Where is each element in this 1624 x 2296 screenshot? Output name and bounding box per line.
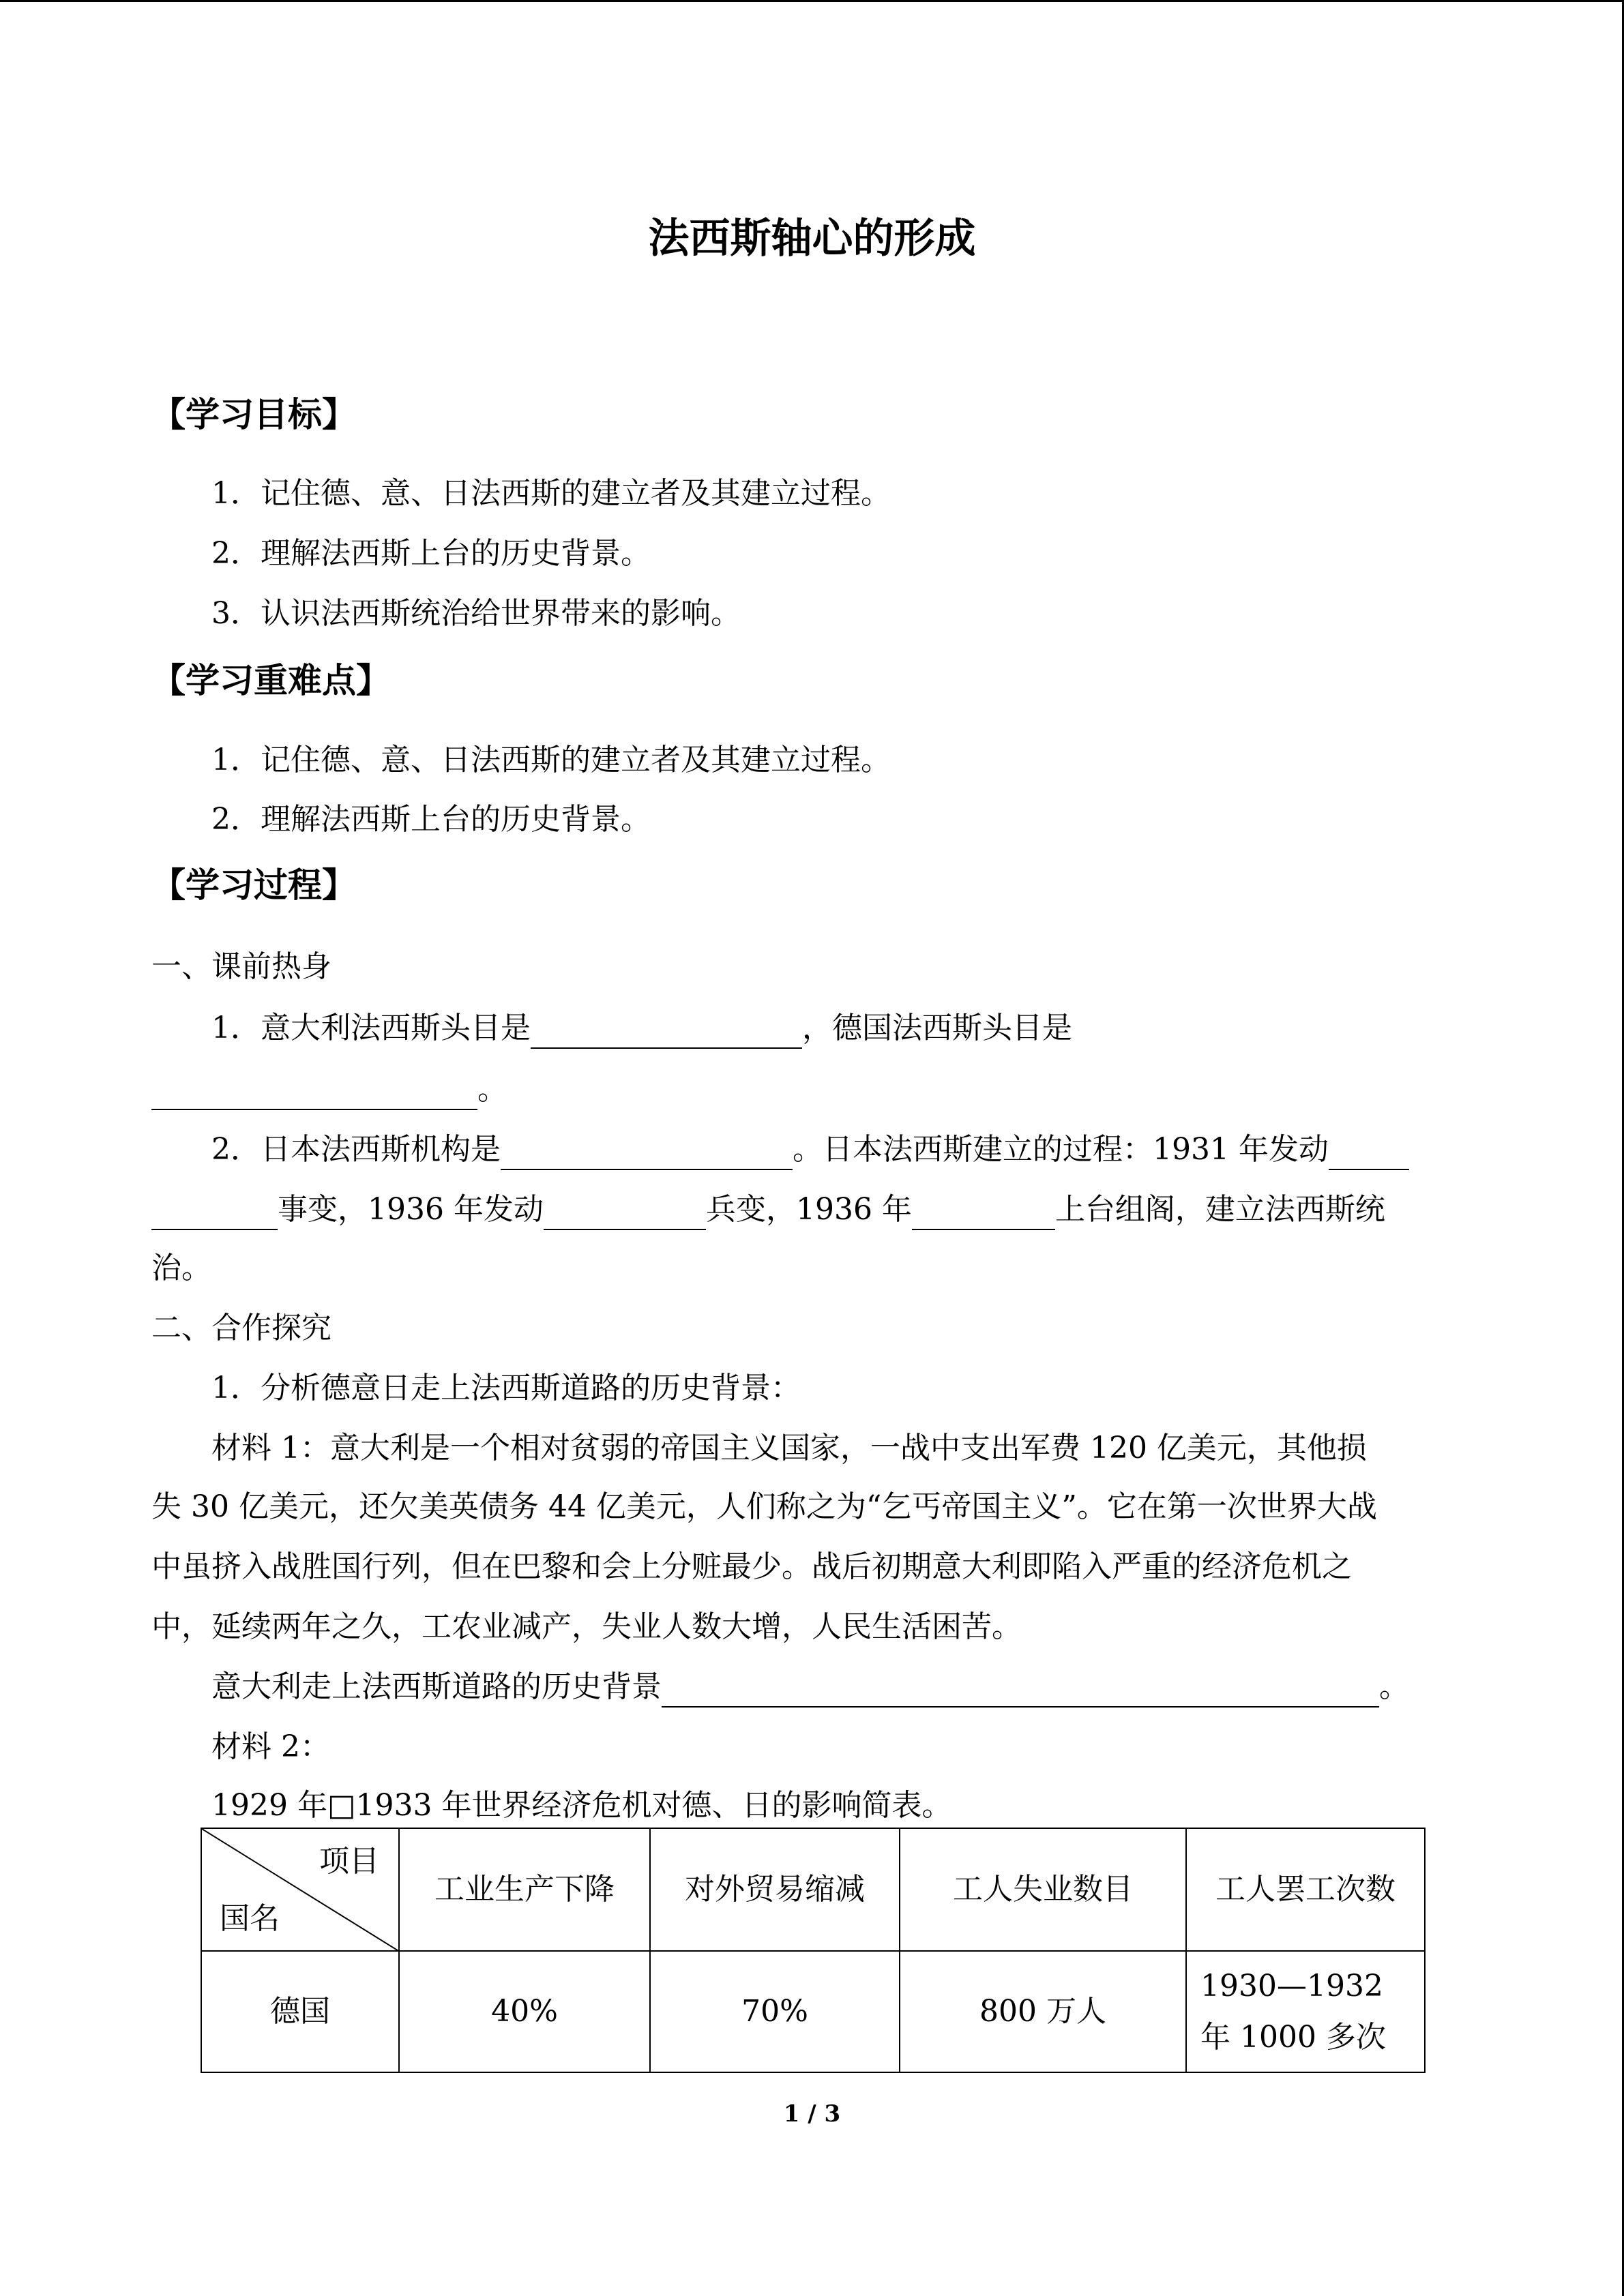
cell-strikes	[1186, 1951, 1425, 2072]
goals-heading: 【学习目标】	[151, 395, 356, 434]
answer-blank-1936-mutiny[interactable]	[544, 1196, 706, 1230]
q1-text-2: ，德国法西斯头目是	[802, 1011, 1072, 1045]
goal-item-3: 3．认识法西斯统治给世界带来的影响。	[211, 596, 741, 631]
cell-strikes-line-1: 1930—1932	[1200, 1969, 1383, 2003]
material-1-line-4: 中，延续两年之久，工农业减产，失业人数大增，人民生活困苦。	[151, 1609, 1022, 1644]
warmup-title: 一、课前热身	[151, 949, 331, 984]
cell-strikes-line-2: 年 1000 多次	[1200, 2020, 1386, 2055]
table-header-row	[201, 1828, 1425, 1951]
warmup-question-2	[211, 1129, 1409, 1170]
material-1-line-1: 材料 1：意大利是一个相对贫弱的帝国主义国家，一战中支出军费 120 亿美元，其他损	[211, 1431, 1367, 1465]
q2-text-4: 兵变，1936 年	[705, 1192, 912, 1227]
q2-text-3: 事变，1936 年发动	[278, 1192, 544, 1227]
table-corner-cell	[201, 1828, 399, 1951]
warmup-question-2-cont	[151, 1189, 1385, 1230]
cell-industry: 40%	[399, 1951, 650, 2072]
material-1-line-2: 失 30 亿美元，还欠美英债务 44 亿美元，人们称之为“乞丐帝国主义”。它在第一次世界大战	[151, 1489, 1377, 1524]
cell-trade: 70%	[650, 1951, 900, 2072]
goal-item-2: 2．理解法西斯上台的历史背景。	[211, 536, 651, 571]
cell-unemployed: 800 万人	[900, 1951, 1186, 2072]
italy-bg-label: 意大利走上法西斯道路的历史背景	[211, 1669, 662, 1704]
page-number: 1 / 3	[783, 2100, 841, 2128]
material-2-label: 材料 2：	[211, 1729, 330, 1764]
crisis-impact-table	[201, 1828, 1426, 2073]
warmup-question-2-end: 治。	[151, 1251, 211, 1285]
page-border-top	[0, 0, 1624, 2]
answer-blank-japan-org[interactable]	[501, 1136, 793, 1170]
header-unemployed: 工人失业数目	[900, 1828, 1186, 1951]
answer-blank-1936-cabinet[interactable]	[912, 1196, 1055, 1230]
italy-background-question	[211, 1667, 1409, 1708]
q2-text-5: 上台组阁，建立法西斯统	[1054, 1192, 1385, 1227]
warmup-question-1	[211, 1008, 1072, 1049]
key-point-item-2: 2．理解法西斯上台的历史背景。	[211, 802, 651, 837]
key-point-item-1: 1．记住德、意、日法西斯的建立者及其建立过程。	[211, 743, 891, 777]
inquiry-question-1: 1．分析德意日走上法西斯道路的历史背景：	[211, 1371, 801, 1405]
q2-text-1: 2．日本法西斯机构是	[211, 1132, 501, 1167]
inquiry-title: 二、合作探究	[151, 1311, 331, 1345]
process-heading: 【学习过程】	[151, 865, 356, 905]
answer-blank-italy-background[interactable]	[662, 1673, 1379, 1708]
table-row	[201, 1951, 1425, 2072]
q1-end: 。	[477, 1072, 507, 1107]
corner-label-country: 国名	[220, 1901, 280, 1936]
cell-country: 德国	[201, 1951, 399, 2072]
header-strikes: 工人罢工次数	[1186, 1828, 1425, 1951]
header-industry: 工业生产下降	[399, 1828, 650, 1951]
header-trade: 对外贸易缩减	[650, 1828, 900, 1951]
q1-text-1: 1．意大利法西斯头目是	[211, 1011, 531, 1045]
warmup-question-1-cont	[151, 1069, 507, 1110]
answer-blank-1931-event-b[interactable]	[151, 1196, 278, 1230]
key-points-heading: 【学习重难点】	[151, 661, 390, 700]
corner-label-item: 项目	[319, 1844, 379, 1879]
answer-blank-germany-leader[interactable]	[151, 1076, 477, 1110]
page-title: 法西斯轴心的形成	[648, 215, 976, 263]
answer-blank-1931-event-a[interactable]	[1329, 1136, 1409, 1170]
goal-item-1: 1．记住德、意、日法西斯的建立者及其建立过程。	[211, 476, 891, 511]
italy-bg-end: 。	[1379, 1669, 1409, 1704]
q2-text-2: 。日本法西斯建立的过程：1931 年发动	[793, 1132, 1329, 1167]
table-caption: 1929 年□1933 年世界经济危机对德、日的影响简表。	[211, 1788, 952, 1823]
answer-blank-italy-leader[interactable]	[531, 1015, 802, 1049]
material-1-line-3: 中虽挤入战胜国行列，但在巴黎和会上分赃最少。战后初期意大利即陷入严重的经济危机之	[151, 1549, 1352, 1584]
